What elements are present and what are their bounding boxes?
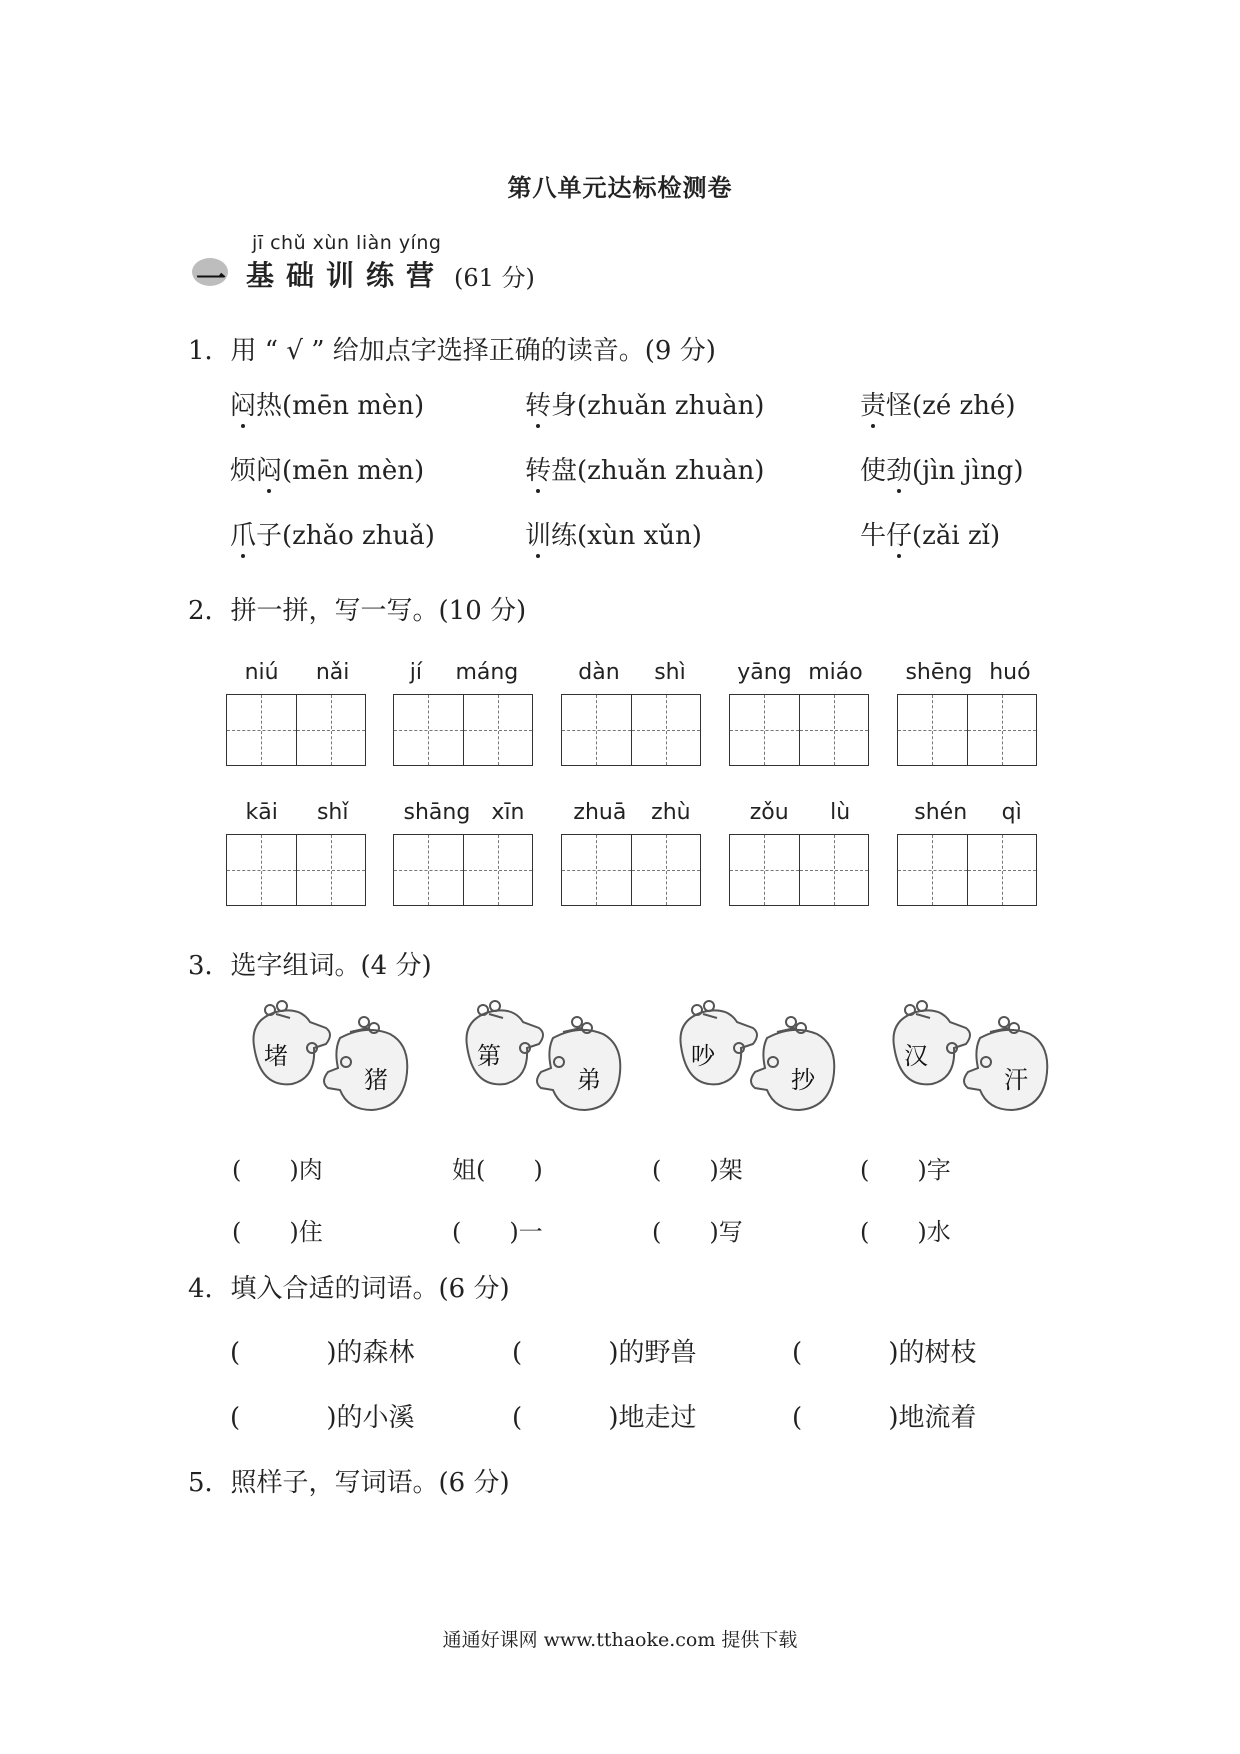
tian-zi-ge-cell[interactable] bbox=[464, 695, 533, 765]
q1-pinyin-options: (zé zhé) bbox=[912, 391, 1016, 421]
q1-char: 转 bbox=[525, 385, 551, 422]
q1-char: 训 bbox=[525, 515, 551, 552]
q1-item[interactable] bbox=[860, 450, 1023, 487]
q1-pinyin-options: (xùn xǔn) bbox=[577, 521, 702, 551]
tian-zi-ge-cell[interactable] bbox=[968, 835, 1037, 905]
q4-blank[interactable]: ( )的小溪 bbox=[230, 1403, 415, 1433]
q2-word-grid bbox=[897, 660, 1039, 766]
q2-pinyin-syllable: shén bbox=[914, 800, 968, 825]
q1-char: 练 bbox=[551, 521, 578, 551]
q3-blank[interactable]: ( )架 bbox=[652, 1156, 743, 1184]
q2-pinyin-syllable: yāng bbox=[737, 660, 792, 685]
mitten-picture bbox=[880, 998, 1070, 1116]
q1-char: 闷 bbox=[256, 450, 282, 487]
q2-pinyin-syllable: shēng bbox=[905, 660, 973, 685]
q1-char: 烦 bbox=[230, 456, 257, 486]
q1-item[interactable] bbox=[230, 450, 424, 487]
q2-pinyin bbox=[729, 800, 871, 830]
q1-pinyin-options: (zhuǎn zhuàn) bbox=[577, 391, 765, 421]
q3-blank[interactable]: ( )写 bbox=[652, 1218, 743, 1246]
q2-pinyin-syllable: shǐ bbox=[316, 800, 349, 825]
q2-pinyin-syllable: niú bbox=[244, 660, 279, 685]
q2-pinyin-syllable: shì bbox=[654, 660, 686, 685]
tian-zi-ge-cell[interactable] bbox=[730, 835, 800, 905]
tian-zi-ge-cell[interactable] bbox=[632, 695, 701, 765]
q1-prompt: 1．用 “ √ ” 给加点字选择正确的读音。(9 分) bbox=[188, 336, 716, 366]
section-score: (61 分) bbox=[454, 264, 535, 292]
mitten-char-left: 第 bbox=[477, 1042, 501, 1070]
section-number-badge bbox=[192, 254, 232, 297]
mitten-picture bbox=[667, 998, 857, 1116]
q1-char: 怪 bbox=[886, 391, 913, 421]
q1-item[interactable] bbox=[860, 385, 1016, 422]
q2-word-grid bbox=[729, 660, 871, 766]
tian-zi-ge-cell[interactable] bbox=[394, 695, 464, 765]
q2-word-grid bbox=[561, 800, 703, 906]
q1-char: 爪 bbox=[230, 515, 256, 552]
q1-char: 转 bbox=[525, 450, 551, 487]
q3-blank[interactable]: ( )一 bbox=[452, 1218, 543, 1246]
tian-zi-ge-cell[interactable] bbox=[562, 835, 632, 905]
q1-pinyin-options: (mēn mèn) bbox=[282, 391, 425, 421]
mitten-char-right: 弟 bbox=[577, 1066, 601, 1094]
q1-char: 身 bbox=[551, 391, 578, 421]
mitten-char-left: 吵 bbox=[691, 1042, 715, 1070]
q2-pinyin bbox=[226, 800, 368, 830]
q1-item[interactable] bbox=[525, 450, 764, 487]
q2-pinyin bbox=[393, 660, 535, 690]
q2-pinyin bbox=[729, 660, 871, 690]
q1-pinyin-options: (jìn jìng) bbox=[912, 456, 1024, 486]
q2-pinyin-syllable: kāi bbox=[245, 800, 278, 825]
q4-blank[interactable]: ( )的森林 bbox=[230, 1338, 415, 1368]
q1-char: 热 bbox=[256, 391, 283, 421]
q2-pinyin-syllable: zhuā bbox=[573, 800, 627, 825]
q4-blank[interactable]: ( )的野兽 bbox=[512, 1338, 697, 1368]
q1-char: 劲 bbox=[886, 450, 912, 487]
q2-word-grid bbox=[729, 800, 871, 906]
tian-zi-ge-cell[interactable] bbox=[227, 695, 297, 765]
tian-zi-ge-cell[interactable] bbox=[730, 695, 800, 765]
q3-blank[interactable]: ( )肉 bbox=[232, 1156, 323, 1184]
q3-blank[interactable]: ( )水 bbox=[860, 1218, 951, 1246]
tian-zi-ge-cell[interactable] bbox=[297, 835, 366, 905]
page-title: 第八单元达标检测卷 bbox=[507, 173, 733, 202]
tian-zi-ge-cell[interactable] bbox=[394, 835, 464, 905]
tian-zi-ge-cell[interactable] bbox=[562, 695, 632, 765]
tian-zi-ge-cell[interactable] bbox=[464, 835, 533, 905]
q1-char: 责 bbox=[860, 385, 886, 422]
mitten-char-right: 猪 bbox=[364, 1066, 388, 1094]
q1-pinyin-options: (zhǎo zhuǎ) bbox=[282, 521, 435, 551]
section-number: 一 bbox=[196, 262, 226, 297]
q3-blank[interactable]: ( )住 bbox=[232, 1218, 323, 1246]
q3-prompt: 3．选字组词。(4 分) bbox=[188, 951, 432, 981]
q2-pinyin-syllable: nǎi bbox=[315, 660, 350, 685]
mitten-char-left: 汉 bbox=[904, 1042, 928, 1070]
q2-pinyin-syllable: xīn bbox=[491, 800, 525, 825]
tian-zi-ge-cell[interactable] bbox=[800, 835, 869, 905]
q2-pinyin bbox=[897, 660, 1039, 690]
q2-pinyin-syllable: huó bbox=[989, 660, 1031, 685]
q1-char: 使 bbox=[860, 456, 887, 486]
q2-pinyin-syllable: zhù bbox=[651, 800, 691, 825]
tian-zi-ge-cell[interactable] bbox=[968, 695, 1037, 765]
q2-pinyin-syllable: qì bbox=[1001, 800, 1022, 825]
q2-word-grid bbox=[393, 800, 535, 906]
q2-pinyin bbox=[897, 800, 1039, 830]
q2-pinyin bbox=[393, 800, 535, 830]
tian-zi-ge-cell[interactable] bbox=[297, 695, 366, 765]
mitten-picture bbox=[240, 998, 430, 1116]
mitten-char-right: 抄 bbox=[791, 1066, 815, 1094]
q1-char: 闷 bbox=[230, 385, 256, 422]
q1-char: 仔 bbox=[886, 515, 912, 552]
q1-pinyin-options: (mēn mèn) bbox=[282, 456, 425, 486]
q1-pinyin-options: (zǎi zǐ) bbox=[912, 521, 1001, 551]
q1-char: 盘 bbox=[551, 456, 578, 486]
q2-pinyin-syllable: máng bbox=[455, 660, 519, 685]
tian-zi-ge-cell[interactable] bbox=[898, 835, 968, 905]
tian-zi-ge-cell[interactable] bbox=[632, 835, 701, 905]
q2-pinyin-syllable: dàn bbox=[578, 660, 620, 685]
q4-prompt: 4．填入合适的词语。(6 分) bbox=[188, 1274, 510, 1304]
tian-zi-ge-cell[interactable] bbox=[227, 835, 297, 905]
q2-word-grid bbox=[226, 660, 368, 766]
mitten-char-right: 汗 bbox=[1004, 1066, 1028, 1094]
q2-pinyin-syllable: miáo bbox=[808, 660, 863, 685]
tian-zi-ge-cell[interactable] bbox=[898, 695, 968, 765]
section-title: 基础训练营 bbox=[246, 259, 447, 292]
q1-item[interactable] bbox=[230, 385, 424, 422]
q2-pinyin-syllable: zǒu bbox=[749, 800, 789, 825]
q4-blank[interactable]: ( )地流着 bbox=[792, 1403, 977, 1433]
q1-char: 子 bbox=[256, 521, 283, 551]
q5-prompt: 5．照样子，写词语。(6 分) bbox=[188, 1468, 510, 1498]
q2-pinyin bbox=[561, 800, 703, 830]
q1-item[interactable] bbox=[860, 515, 1000, 552]
q2-pinyin bbox=[226, 660, 368, 690]
q4-blank[interactable]: ( )的树枝 bbox=[792, 1338, 977, 1368]
q2-word-grid bbox=[561, 660, 703, 766]
q2-prompt: 2．拼一拼，写一写。(10 分) bbox=[188, 596, 527, 626]
q1-char: 牛 bbox=[860, 521, 887, 551]
footer-credit: 通通好课网 www.tthaoke.com 提供下载 bbox=[442, 1629, 798, 1651]
mitten-picture bbox=[453, 998, 643, 1116]
q2-pinyin-syllable: jí bbox=[409, 660, 422, 685]
q1-item[interactable] bbox=[230, 515, 435, 552]
mitten-char-left: 堵 bbox=[264, 1042, 288, 1070]
q2-word-grid bbox=[226, 800, 368, 906]
q2-pinyin-syllable: shāng bbox=[403, 800, 471, 825]
q2-word-grid bbox=[393, 660, 535, 766]
q2-word-grid bbox=[897, 800, 1039, 906]
q1-item[interactable] bbox=[525, 515, 702, 552]
section-pinyin: jī chǔ xùn liàn yíng bbox=[252, 232, 442, 254]
q3-blank[interactable]: 姐( ) bbox=[452, 1156, 543, 1184]
q1-item[interactable] bbox=[525, 385, 764, 422]
tian-zi-ge-cell[interactable] bbox=[800, 695, 869, 765]
q2-pinyin bbox=[561, 660, 703, 690]
q2-pinyin-syllable: lù bbox=[830, 800, 851, 825]
q4-blank[interactable]: ( )地走过 bbox=[512, 1403, 697, 1433]
q3-blank[interactable]: ( )字 bbox=[860, 1156, 951, 1184]
q1-pinyin-options: (zhuǎn zhuàn) bbox=[577, 456, 765, 486]
